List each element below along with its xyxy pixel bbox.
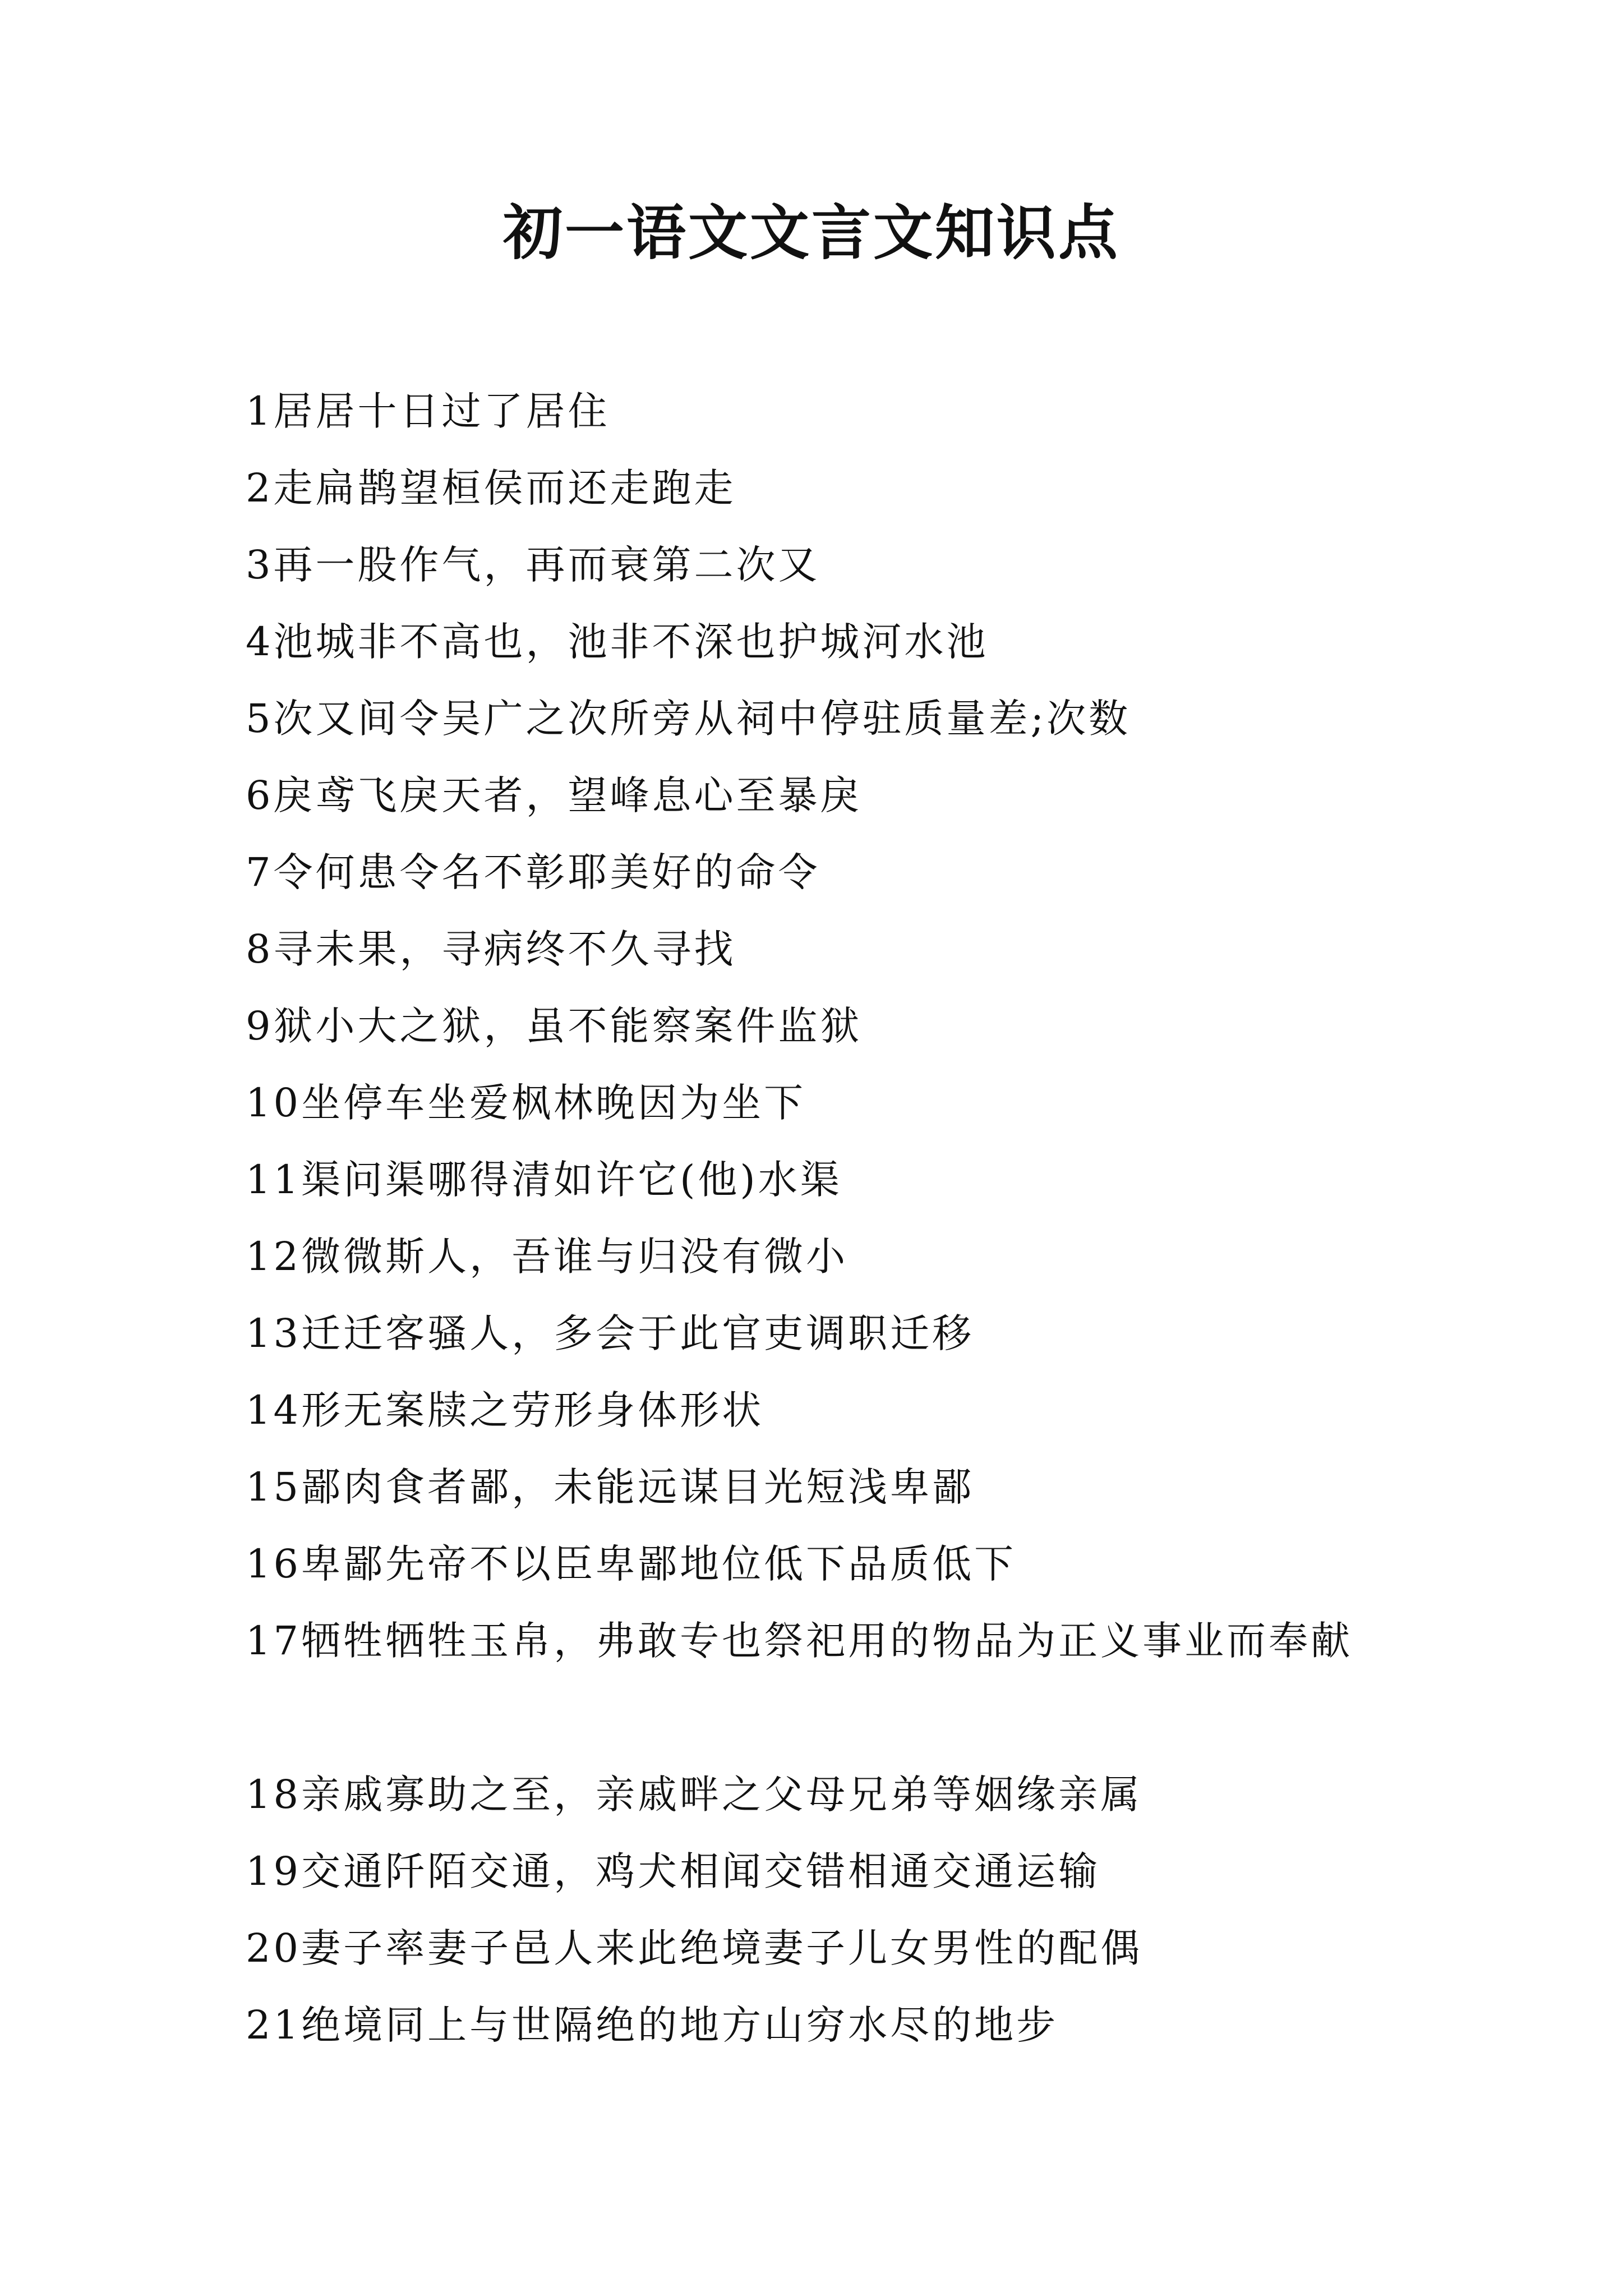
list-item: 4池城非不高也，池非不深也护城河水池 <box>246 619 989 665</box>
list-item: 9狱小大之狱，虽不能察案件监狱 <box>246 1003 863 1049</box>
list-item: 17牺牲牺牲玉帛，弗敢专也祭祀用的物品为正义事业而奉献 <box>246 1618 1353 1664</box>
list-item: 14形无案牍之劳形身体形状 <box>246 1387 764 1433</box>
list-item: 11渠问渠哪得清如许它(他)水渠 <box>246 1157 842 1203</box>
list-item: 10坐停车坐爱枫林晚因为坐下 <box>246 1080 806 1126</box>
list-item: 1居居十日过了居住 <box>246 388 610 434</box>
list-item: 18亲戚寡助之至，亲戚畔之父母兄弟等姻缘亲属 <box>246 1772 1143 1818</box>
document-title: 初一语文文言文知识点 <box>503 197 1120 268</box>
list-item: 12微微斯人，吾谁与归没有微小 <box>246 1234 849 1280</box>
list-item: 20妻子率妻子邑人来此绝境妻子儿女男性的配偶 <box>246 1925 1143 1971</box>
list-item: 19交通阡陌交通，鸡犬相闻交错相通交通运输 <box>246 1848 1101 1894</box>
list-item: 13迁迁客骚人，多会于此官吏调职迁移 <box>246 1310 975 1356</box>
list-item: 2走扁鹊望桓侯而还走跑走 <box>246 465 736 511</box>
list-item: 8寻未果，寻病终不久寻找 <box>246 926 736 972</box>
list-item: 16卑鄙先帝不以臣卑鄙地位低下品质低下 <box>246 1541 1017 1587</box>
list-item: 15鄙肉食者鄙，未能远谋目光短浅卑鄙 <box>246 1464 975 1510</box>
list-item: 7令何患令名不彰耶美好的命令 <box>246 849 820 895</box>
list-item: 21绝境同上与世隔绝的地方山穷水尽的地步 <box>246 2002 1059 2048</box>
list-item: 6戾鸢飞戾天者，望峰息心至暴戾 <box>246 772 863 818</box>
list-item: 3再一股作气，再而衰第二次又 <box>246 542 820 588</box>
vocabulary-list <box>246 373 1401 2064</box>
list-item: 5次又间令吴广之次所旁从祠中停驻质量差;次数 <box>246 696 1131 742</box>
